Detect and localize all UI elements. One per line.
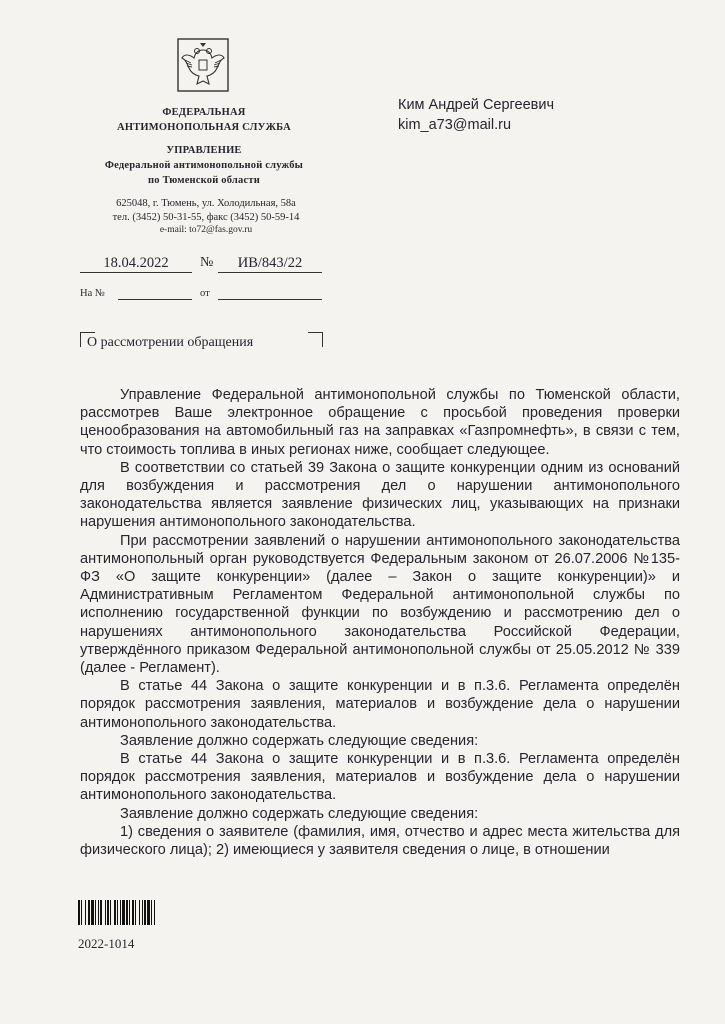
incoming-date-label: от xyxy=(200,288,210,299)
department-line-3: по Тюменской области xyxy=(148,175,260,186)
number-sign: № xyxy=(200,255,214,270)
subject-bracket-right xyxy=(308,332,323,347)
barcode-icon xyxy=(78,900,198,925)
agency-line-1: ФЕДЕРАЛЬНАЯ xyxy=(162,107,246,118)
paragraph: Заявление должно содержать следующие сведения: xyxy=(120,805,479,822)
paragraph: 1) сведения о заявителе (фамилия, имя, отчество и адрес места жительства для физического лица); 2) имеющиеся у заявителя сведения о лице, в отношении xyxy=(80,823,680,859)
paragraph: В статье 44 Закона о защите конкуренции и в п.3.6. Регламента определён порядок рассмотрения заявления, материалов и возбуждение дела о нарушении антимонопольного законодательства. xyxy=(80,751,680,804)
incoming-number-label: На № xyxy=(80,288,105,299)
incoming-number-line xyxy=(118,282,192,300)
agency-address: 625048, г. Тюмень, ул. Холодильная, 58а xyxy=(116,198,296,209)
department-name xyxy=(88,143,320,188)
agency-name xyxy=(88,105,320,135)
incoming-date-line xyxy=(218,282,322,300)
registration-number: 2022-1014 xyxy=(78,936,135,951)
paragraph: Управление Федеральной антимонопольной службы по Тюменской области, рассмотрев Ваше электронное обращение с просьбой проведения проверки ценообразования на автомобильный газ на заправках «Газпромнефть», в связи с тем, что стоимость топлива в иных регионах ниже, сообщает следующее. xyxy=(80,387,680,458)
recipient-email: kim_a73@mail.ru xyxy=(398,117,512,133)
department-line-1: УПРАВЛЕНИЕ xyxy=(166,145,242,156)
agency-email: e-mail: to72@fas.gov.ru xyxy=(159,225,253,235)
paragraph: В статье 44 Закона о защите конкуренции и в п.3.6. Регламента определён порядок рассмотрения заявления, материалов и возбуждение дела о нарушении антимонопольного законодательства. xyxy=(80,678,680,731)
agency-contacts xyxy=(78,197,334,238)
outgoing-date: 18.04.2022 xyxy=(80,255,192,273)
agency-phone: тел. (3452) 50-31-55, факс (3452) 50-59-14 xyxy=(112,211,300,223)
department-line-2: Федеральной антимонопольной службы xyxy=(104,160,304,171)
paragraph: При рассмотрении заявлений о нарушении антимонопольного законодательства антимонопольный орган руководствуется Федеральным законом от 26.07.2006 №135-ФЗ «О защите конкуренции» (далее – Закон о защите конкуренции)» и Административным Регламентом Федеральной антимонопольной службы по исполнению государственной функции по возбуждению и рассмотрению дел о нарушениях антимонопольного законодательства Российской Федерации, утверждённого приказом Федеральной антимонопольной службы от 25.05.2012 № 339 (далее - Регламент). xyxy=(80,532,680,677)
recipient-name: Ким Андрей Сергеевич xyxy=(398,97,554,113)
recipient-block xyxy=(398,95,554,135)
paragraph: В соответствии со статьей 39 Закона о защите конкуренции одним из оснований для возбуждения и рассмотрения дел о нарушении антимонопольного законодательства является заявление физических лиц, указывающих на признаки нарушения антимонопольного законодательства. xyxy=(80,459,680,531)
russian-coat-of-arms-icon xyxy=(177,38,229,92)
letter-subject: О рассмотрении обращения xyxy=(87,335,254,350)
letter-body xyxy=(80,386,680,859)
paragraph: Заявление должно содержать следующие сведения: xyxy=(120,732,479,749)
agency-line-2: АНТИМОНОПОЛЬНАЯ СЛУЖБА xyxy=(117,122,291,133)
outgoing-number: ИВ/843/22 xyxy=(218,255,322,273)
